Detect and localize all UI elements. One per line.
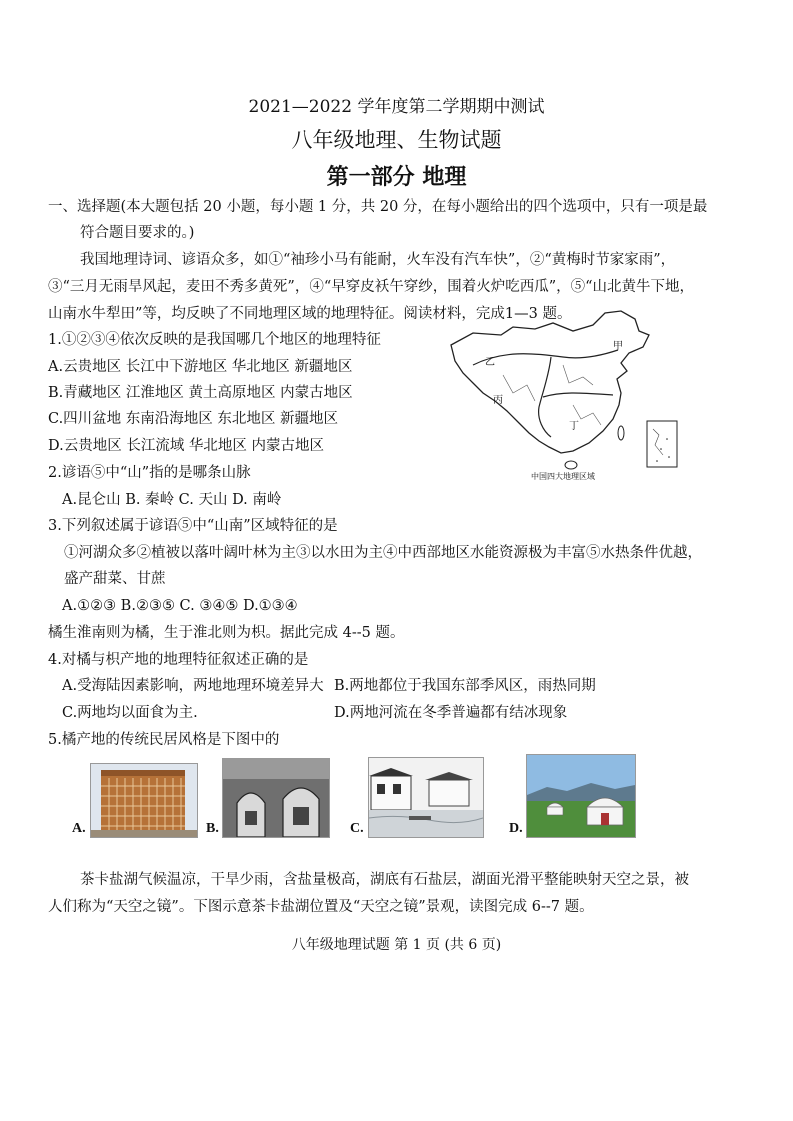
question-4-option-c: C.两地均以面食为主. (62, 705, 198, 721)
question-4-option-a: A.受海陆因素影响，两地地理环境差异大 (62, 678, 324, 694)
hainan-island (565, 461, 577, 469)
question-2-options: A.昆仑山 B. 秦岭 C. 天山 D. 南岭 (62, 492, 282, 508)
map-label-ding: 丁 (569, 421, 579, 432)
passage-2: 橘生淮南则为橘，生于淮北则为枳。据此完成 4--5 题。 (48, 625, 405, 641)
option-d-label: D. (509, 821, 523, 836)
page-footer: 八年级地理试题 第 1 页 (共 6 页) (291, 937, 502, 953)
exam-subject-title: 八年级地理、生物试题 (291, 128, 502, 152)
option-c-label: C. (350, 821, 364, 836)
option-b-cave-dwelling-photo (222, 758, 330, 838)
map-label-yi: 乙 (485, 357, 495, 368)
option-a-house-photo (90, 763, 198, 838)
question-3-items-cont: 盛产甜菜、甘蔗 (64, 571, 166, 587)
question-1-option-a: A.云贵地区 长江中下游地区 华北地区 新疆地区 (48, 359, 353, 375)
map-label-bing: 丙 (493, 395, 503, 406)
south-china-sea-inset (647, 421, 677, 467)
question-1-option-c: C.四川盆地 东南沿海地区 东北地区 新疆地区 (48, 411, 339, 427)
passage-3-line: 茶卡盐湖气候温凉，干旱少雨，含盐量极高，湖底有石盐层，湖面光滑平整能映射天空之景，被 (80, 872, 689, 888)
question-3-items: ①河湖众多②植被以落叶阔叶林为主③以水田为主④中西部地区水能资源极为丰富⑤水热条件优越， (64, 545, 702, 561)
section-instructions-cont: 符合题目要求的。) (80, 225, 195, 241)
section-instructions: 一、选择题(本大题包括 20 小题，每小题 1 分，共 20 分，在每小题给出的四个选项中，只有一项是最 (48, 199, 708, 215)
question-4-option-d: D.两地河流在冬季普遍都有结冰现象 (334, 705, 568, 721)
question-4-stem: 4.对橘与枳产地的地理特征叙述正确的是 (48, 652, 309, 668)
question-4-option-b: B.两地都位于我国东部季风区，雨热同期 (334, 678, 596, 694)
china-outline (451, 311, 649, 453)
part-title: 第一部分 地理 (326, 164, 467, 190)
map-caption: 中国四大地理区域 (531, 472, 595, 481)
question-2-stem: 2.谚语⑤中“山”指的是哪条山脉 (48, 465, 251, 481)
option-b-label: B. (206, 821, 219, 836)
taiwan-island (618, 426, 624, 440)
passage-3-line: 人们称为“天空之镜”。下图示意茶卡盐湖位置及“天空之镜”景观，读图完成 6--7 题。 (48, 899, 594, 915)
question-1-option-b: B.青藏地区 江淮地区 黄土高原地区 内蒙古地区 (48, 385, 353, 401)
option-c-water-town-photo (368, 757, 484, 838)
question-3-stem: 3.下列叙述属于谚语⑤中“山南”区域特征的是 (48, 518, 338, 534)
question-1-stem: 1.①②③④依次反映的是我国哪几个地区的地理特征 (48, 332, 381, 348)
passage-line: 山南水牛犁田”等，均反映了不同地理区域的地理特征。阅读材料，完成1—3 题。 (48, 306, 572, 322)
china-regions-map (443, 305, 683, 485)
question-1-option-d: D.云贵地区 长江流域 华北地区 内蒙古地区 (48, 438, 325, 454)
region-boundary-line (543, 393, 613, 397)
option-a-label: A. (72, 821, 86, 836)
passage-line: 我国地理诗词、谚语众多，如①“袖珍小马有能耐，火车没有汽车快”，②“黄梅时节家家雨”， (80, 252, 676, 268)
passage-line: ③“三月无雨旱风起，麦田不秀多黄死”，④“早穿皮袄午穿纱，围着火炉吃西瓜”，⑤“山北黄牛下地， (48, 279, 695, 295)
option-d-yurt-photo (526, 754, 636, 838)
question-5-stem: 5.橘产地的传统民居风格是下图中的 (48, 732, 280, 748)
map-label-jia: 甲 (613, 341, 623, 352)
question-3-options: A.①②③ B.②③⑤ C. ③④⑤ D.①③④ (62, 598, 298, 614)
exam-term-title: 2021—2022 学年度第二学期期中测试 (248, 97, 545, 117)
